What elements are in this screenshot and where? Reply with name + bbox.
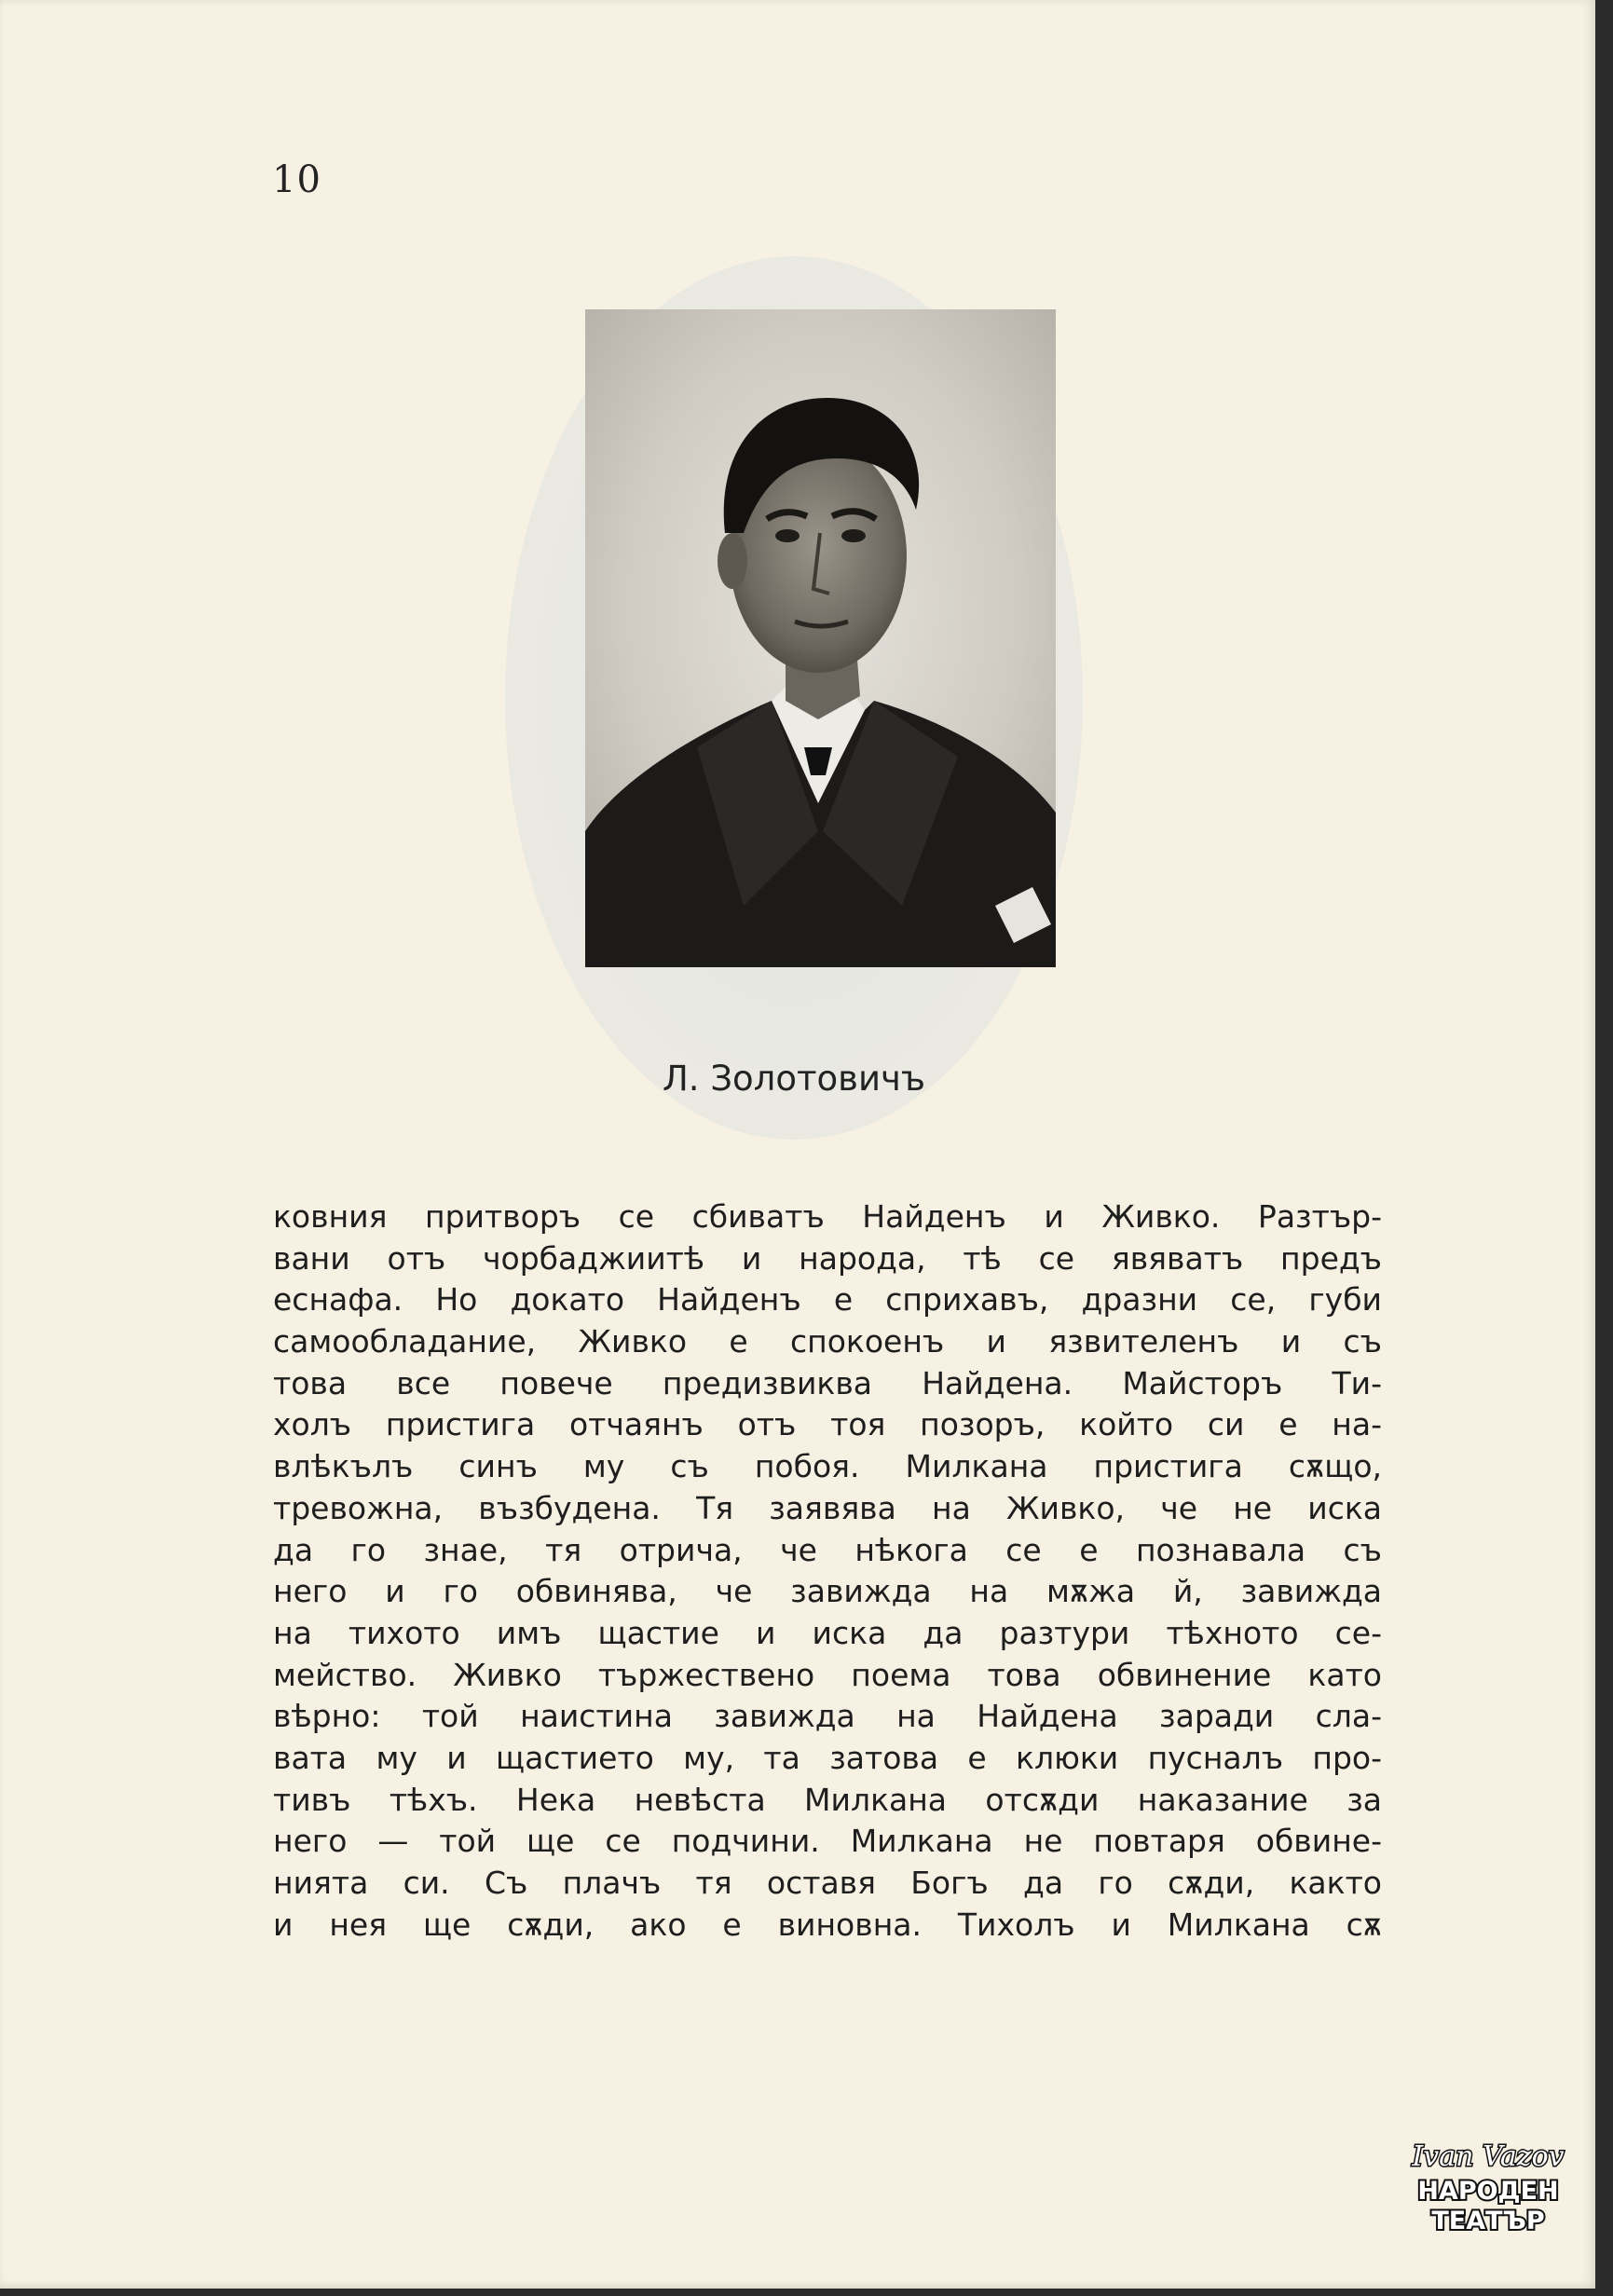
text-line: на тихото имъ щастие и иска да разтури тѣхното се- [273,1614,1382,1651]
text-line: вата му и щастието му, та затова е клюки пусналъ про- [273,1739,1382,1776]
text-line: да го знае, тя отрича, че нѣкога се е познавала съ [273,1531,1382,1568]
text-line: холъ пристига отчаянъ отъ тоя позоръ, който си е на- [273,1406,1382,1443]
text-line: него и го обвинява, че завижда на мѫжа й, завижда [273,1573,1382,1610]
text-line: нията си. Съ плачъ тя оставя Богъ да го сѫди, както [273,1865,1382,1901]
text-line: това все повече предизвиква Найдена. Майсторъ Ти- [273,1364,1382,1401]
text-line: и нея ще сѫди, ако е виновна. Тихолъ и Милкана сѫ [273,1906,1382,1943]
text-line: самообладание, Живко е спокоенъ и язвителенъ и съ [273,1323,1382,1360]
text-line: тревожна, възбудена. Тя заявява на Живко, че не иска [273,1489,1382,1526]
text-line: тивъ тѣхъ. Нека невѣста Милкана отсѫди наказание за [273,1781,1382,1818]
page-number: 10 [272,158,321,201]
text-line: него — той ще се подчини. Милкана не повтаря обвине- [273,1823,1382,1860]
text-line: вани отъ чорбаджиитѣ и народа, тѣ се явяватъ предъ [273,1239,1382,1277]
text-line: мейство. Живко тържествено поема това обвинение като [273,1656,1382,1693]
portrait-caption: Л. Золотовичъ [662,1059,926,1099]
logo-line2: ТЕАТЪР [1431,2207,1545,2235]
national-theatre-logo [1409,2134,1567,2236]
body-text [273,1196,1382,1946]
text-line: ковния притворъ се сбиватъ Найденъ и Живко. Разтър- [273,1198,1382,1235]
text-line: влѣкълъ синъ му съ побоя. Милкана пристига сѫщо, [273,1448,1382,1485]
text-line: вѣрно: той наистина завижда на Найдена заради сла- [273,1698,1382,1735]
portrait-photo [585,309,1056,967]
logo-line1: НАРОДЕН [1417,2177,1559,2206]
text-line: еснафа. Но докато Найденъ е сприхавъ, дразни се, губи [273,1281,1382,1319]
logo-script: Ivan Vazov [1412,2140,1565,2173]
